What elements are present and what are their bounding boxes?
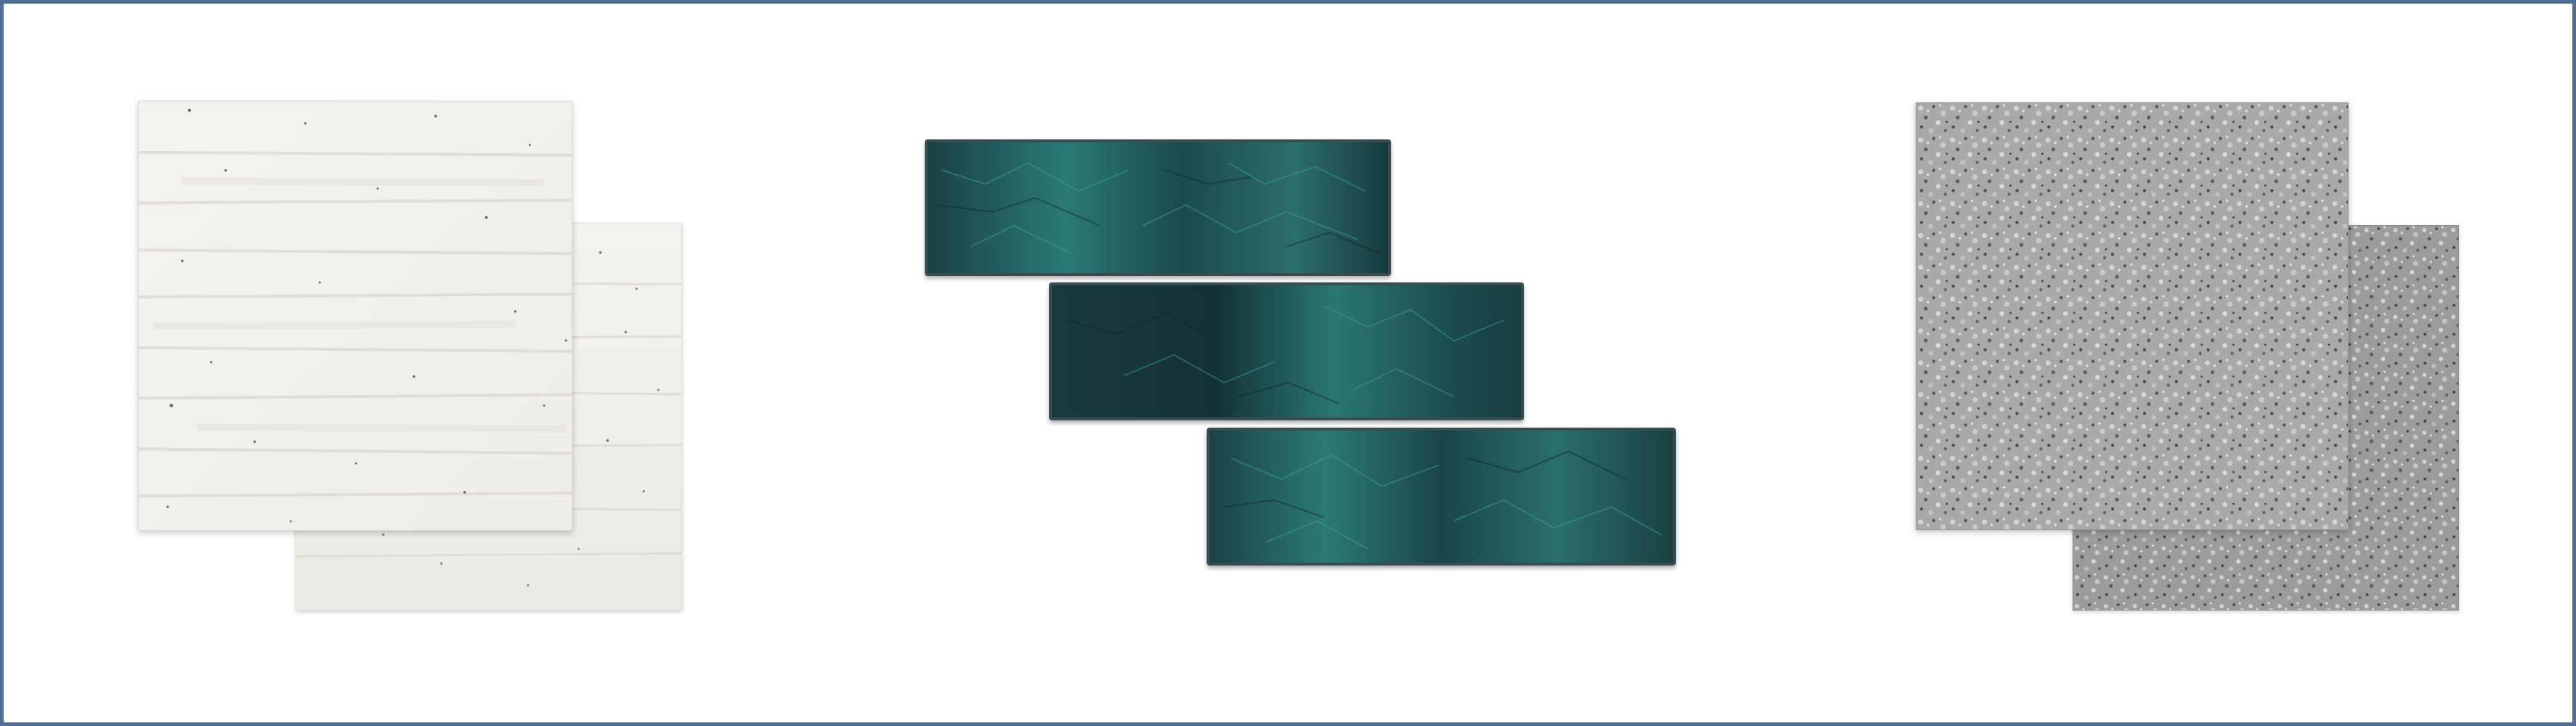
granite-tile-front (1916, 102, 2349, 530)
travertine-tile-front (138, 101, 572, 531)
green-glass-tile-top (925, 139, 1391, 276)
green-glass-tile-middle (1049, 282, 1524, 420)
green-glass-tile-bottom (1207, 428, 1676, 566)
